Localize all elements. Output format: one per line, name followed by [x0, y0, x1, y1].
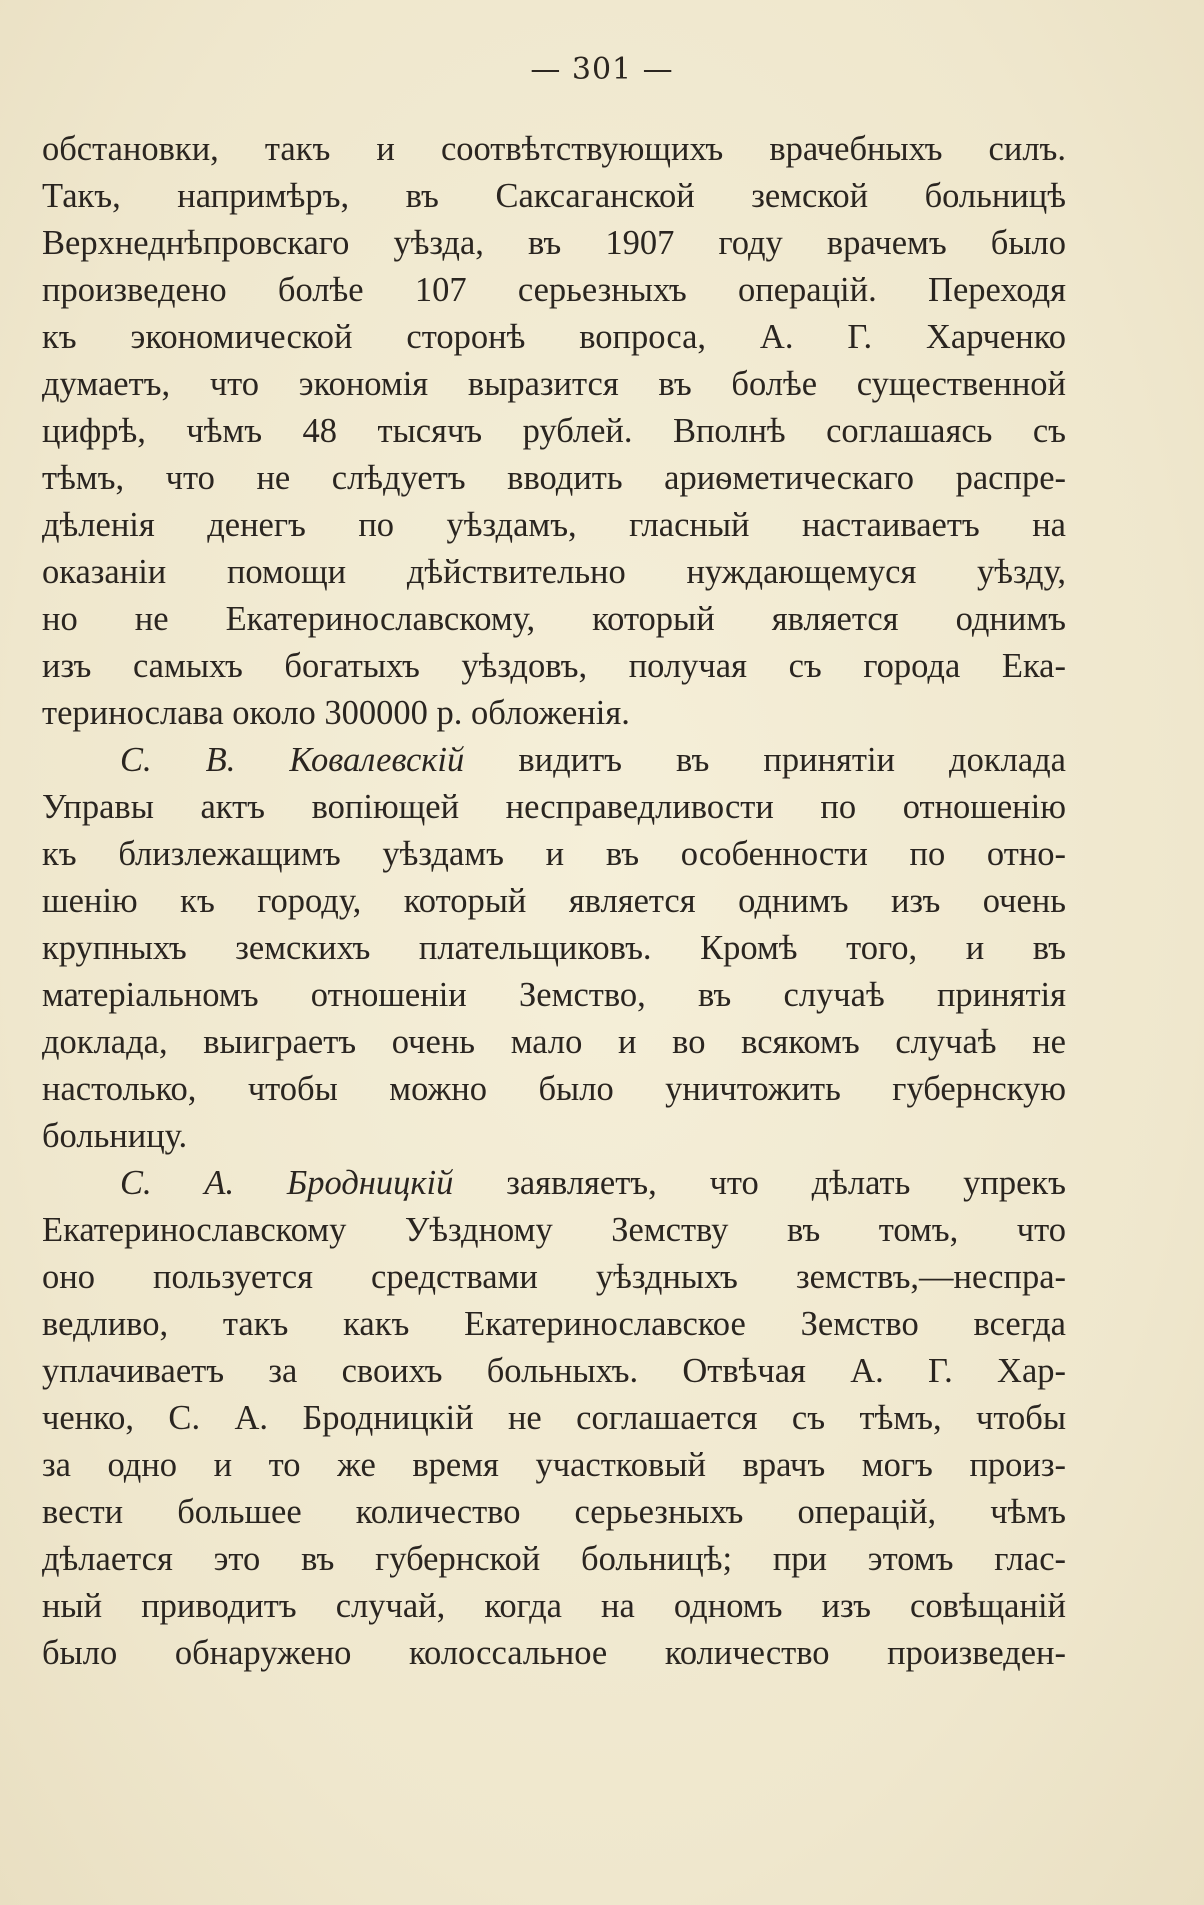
text-line: цифрѣ, чѣмъ 48 тысячъ рублей. Вполнѣ соглашаясь съ [42, 412, 1066, 450]
text-line: дѣленія денегъ по уѣздамъ, гласный настаиваетъ на [42, 506, 1066, 544]
text-line: оно пользуется средствами уѣздныхъ земствъ,—неспра- [42, 1258, 1066, 1296]
text-line: Екатеринославскому Уѣздному Земству въ томъ, что [42, 1211, 1066, 1249]
page-number: — 301 — [530, 52, 674, 87]
text-line: дѣлается это въ губернской больницѣ; при этомъ глас- [42, 1540, 1066, 1578]
paragraph-first-line [42, 737, 1066, 784]
text-line: теринослава около 300000 р. обложенія. [42, 694, 630, 732]
text-line: Управы актъ вопіющей несправедливости по отношенію [42, 788, 1066, 826]
paragraph-1 [42, 126, 1066, 737]
paragraph-2 [42, 737, 1066, 1160]
text-line: произведено болѣе 107 серьезныхъ операцій. Переходя [42, 271, 1066, 309]
text-line: ный приводитъ случай, когда на одномъ изъ совѣщаній [42, 1587, 1066, 1625]
speaker-name: С. А. Бродницкій [120, 1164, 454, 1202]
text-line: доклада, выиграетъ очень мало и во всякомъ случаѣ не [42, 1023, 1066, 1061]
text-line: ченко, С. А. Бродницкій не соглашается съ тѣмъ, чтобы [42, 1399, 1066, 1437]
text-line: за одно и то же время участковый врачъ могъ произ- [42, 1446, 1066, 1484]
text-line: ведливо, такъ какъ Екатеринославское Земство всегда [42, 1305, 1066, 1343]
paragraph-first-line [42, 1160, 1066, 1207]
text-line: къ экономической сторонѣ вопроса, А. Г. Харченко [42, 318, 1066, 356]
text-line: вести большее количество серьезныхъ операцій, чѣмъ [42, 1493, 1066, 1531]
text-line: обстановки, такъ и соотвѣтствующихъ врачебныхъ силъ. [42, 130, 1066, 168]
text-line: изъ самыхъ богатыхъ уѣздовъ, получая съ города Ека- [42, 647, 1066, 685]
text-line: матеріальномъ отношеніи Земство, въ случаѣ принятія [42, 976, 1066, 1014]
body-text [42, 126, 1066, 1677]
text-line: Верхнеднѣпровскаго уѣзда, въ 1907 году врачемъ было [42, 224, 1066, 262]
text-line: но не Екатеринославскому, который является однимъ [42, 600, 1066, 638]
text-line: тѣмъ, что не слѣдуетъ вводить ариѳметическаго распре- [42, 459, 1066, 497]
text-line: думаетъ, что экономія выразится въ болѣе существенной [42, 365, 1066, 403]
text-line: больницу. [42, 1117, 188, 1155]
text-line: было обнаружено колоссальное количество произведен- [42, 1634, 1066, 1672]
text-line: настолько, чтобы можно было уничтожить губернскую [42, 1070, 1066, 1108]
text-fragment: заявляетъ, что дѣлать упрекъ [506, 1164, 1067, 1202]
text-line: уплачиваетъ за своихъ больныхъ. Отвѣчая А. Г. Хар- [42, 1352, 1066, 1390]
text-line: Такъ, напримѣръ, въ Саксаганской земской больницѣ [42, 177, 1066, 215]
text-line: крупныхъ земскихъ плательщиковъ. Кромѣ того, и въ [42, 929, 1066, 967]
speaker-name: С. В. Ковалевскій [120, 741, 465, 779]
text-fragment: видитъ въ принятіи доклада [518, 741, 1066, 779]
text-line: шенію къ городу, который является однимъ изъ очень [42, 882, 1066, 920]
paragraph-3 [42, 1160, 1066, 1677]
text-line: оказаніи помощи дѣйствительно нуждающемуся уѣзду, [42, 553, 1066, 591]
text-line: къ близлежащимъ уѣздамъ и въ особенности по отно- [42, 835, 1066, 873]
